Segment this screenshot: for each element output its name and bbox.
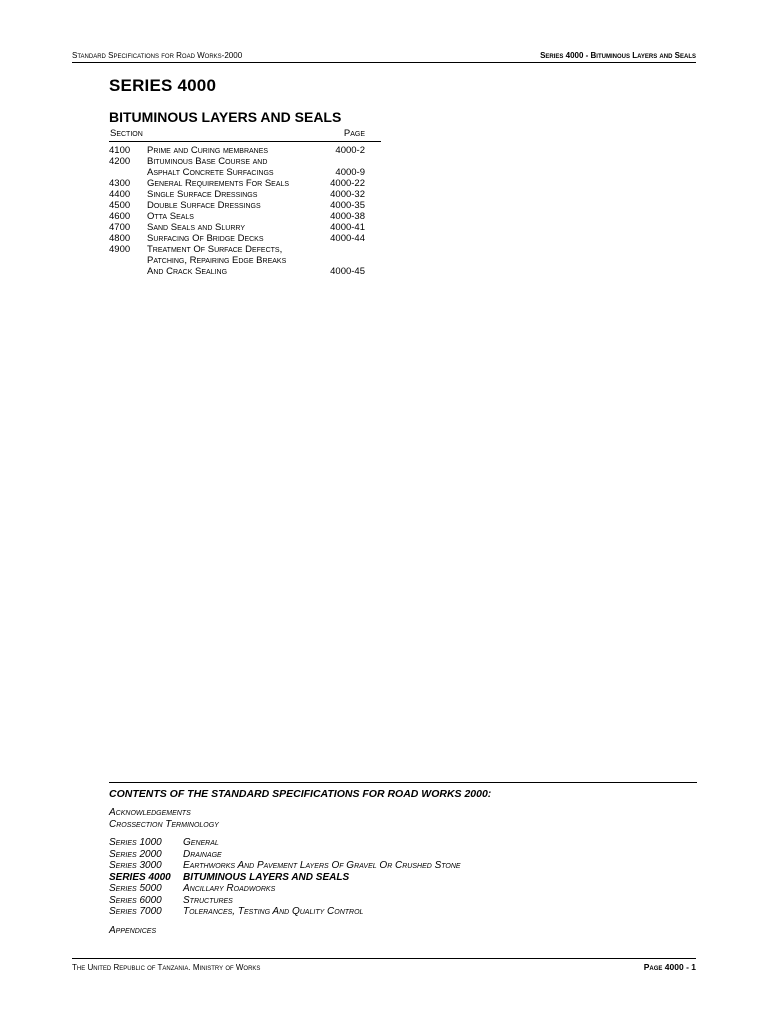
footer-rule [72, 958, 696, 959]
header-document-title: Standard Specifications for Road Works-2000 [72, 51, 243, 60]
section-number: 4200 [109, 156, 131, 167]
section-row [109, 145, 381, 156]
series-label: Series 6000 [109, 894, 162, 906]
section-title-line: Treatment Of Surface Defects, [147, 244, 283, 255]
section-title-line: And Crack Sealing [147, 266, 228, 277]
section-title-line: Single Surface Dressings [147, 189, 258, 200]
section-number: 4700 [109, 222, 131, 233]
series-list [109, 837, 697, 918]
series-item [109, 895, 697, 907]
section-title-line: Sand Seals and Slurry [147, 222, 245, 233]
series-description: Structures [183, 894, 233, 906]
section-column-header: Section [110, 128, 143, 139]
series-description: Ancillary Roadworks [183, 883, 276, 894]
front-matter-list [109, 807, 697, 830]
back-matter-list [109, 925, 697, 937]
series-subtitle: BITUMINOUS LAYERS AND SEALS [109, 109, 342, 125]
section-title [147, 178, 317, 189]
section-title [147, 222, 317, 233]
section-number: 4800 [109, 233, 131, 244]
series-label: SERIES 4000 [109, 871, 171, 883]
section-row [109, 211, 381, 222]
section-page: 4000-22 [330, 178, 365, 189]
series-label: Series 5000 [109, 883, 162, 894]
front-matter-item: Crossection Terminology [109, 818, 219, 830]
footer-page-number: Page 4000 - 1 [643, 962, 696, 972]
section-title [147, 156, 317, 178]
series-description: Earthworks And Pavement Layers Of Gravel Or Crushed Stone [183, 860, 461, 871]
section-page: 4000-45 [330, 266, 365, 277]
series-label: Series 3000 [109, 860, 162, 871]
page-header [72, 49, 696, 63]
section-title-line: Prime and Curing membranes [147, 145, 269, 156]
section-number: 4100 [109, 145, 131, 156]
header-series-title: Series 4000 - Bituminous Layers and Seals [540, 51, 696, 60]
section-row [109, 178, 381, 189]
series-label: Series 2000 [109, 848, 162, 860]
series-label: Series 7000 [109, 906, 162, 917]
contents-rule [109, 782, 697, 783]
series-description: BITUMINOUS LAYERS AND SEALS [183, 871, 350, 883]
section-page: 4000-38 [330, 211, 365, 222]
section-page: 4000-9 [335, 167, 365, 178]
section-index-table [109, 128, 381, 277]
series-title: SERIES 4000 [109, 76, 217, 95]
section-row [109, 156, 381, 178]
section-title [147, 189, 317, 200]
series-description: Drainage [183, 848, 222, 860]
series-item-current [109, 872, 697, 884]
contents-panel [109, 782, 697, 936]
section-index-body [109, 145, 381, 277]
section-row [109, 200, 381, 211]
section-page: 4000-44 [330, 233, 365, 244]
section-number: 4900 [109, 244, 131, 255]
back-matter-item: Appendices [109, 924, 157, 936]
section-title-line: Asphalt Concrete Surfacings [147, 167, 274, 178]
section-row [109, 244, 381, 277]
section-title [147, 233, 317, 244]
series-description: General [183, 837, 219, 848]
series-item [109, 906, 697, 918]
series-item [109, 849, 697, 861]
section-page: 4000-32 [330, 189, 365, 200]
header-rule [72, 62, 696, 63]
contents-title: CONTENTS OF THE STANDARD SPECIFICATIONS FOR ROAD WORKS 2000: [109, 788, 492, 800]
section-number: 4400 [109, 189, 131, 200]
section-title [147, 200, 317, 211]
series-description: Tolerances, Testing And Quality Control [183, 906, 364, 917]
section-title [147, 145, 317, 156]
section-page: 4000-2 [335, 145, 365, 156]
section-title-line: Double Surface Dressings [147, 200, 261, 211]
section-title [147, 244, 317, 277]
front-matter-item: Acknowledgements [109, 807, 191, 818]
section-title-line: Otta Seals [147, 211, 194, 222]
section-title-line: General Requirements For Seals [147, 178, 290, 189]
page-column-header: Page [343, 128, 365, 139]
section-title [147, 211, 317, 222]
section-title-line: Patching, Repairing Edge Breaks [147, 255, 287, 266]
page-footer [72, 958, 696, 974]
section-number: 4500 [109, 200, 131, 211]
section-title-line: Bituminous Base Course and [147, 156, 268, 167]
series-item [109, 860, 697, 872]
footer-publisher: The United Republic of Tanzania. Ministry of Works [72, 963, 261, 972]
series-item [109, 883, 697, 895]
section-page: 4000-35 [330, 200, 365, 211]
section-row [109, 189, 381, 200]
section-title-line: Surfacing Of Bridge Decks [147, 233, 264, 244]
series-item [109, 837, 697, 849]
series-label: Series 1000 [109, 837, 162, 848]
section-row [109, 222, 381, 233]
section-number: 4600 [109, 211, 131, 222]
section-number: 4300 [109, 178, 131, 189]
section-row [109, 233, 381, 244]
section-page: 4000-41 [330, 222, 365, 233]
section-index-header [109, 128, 381, 142]
